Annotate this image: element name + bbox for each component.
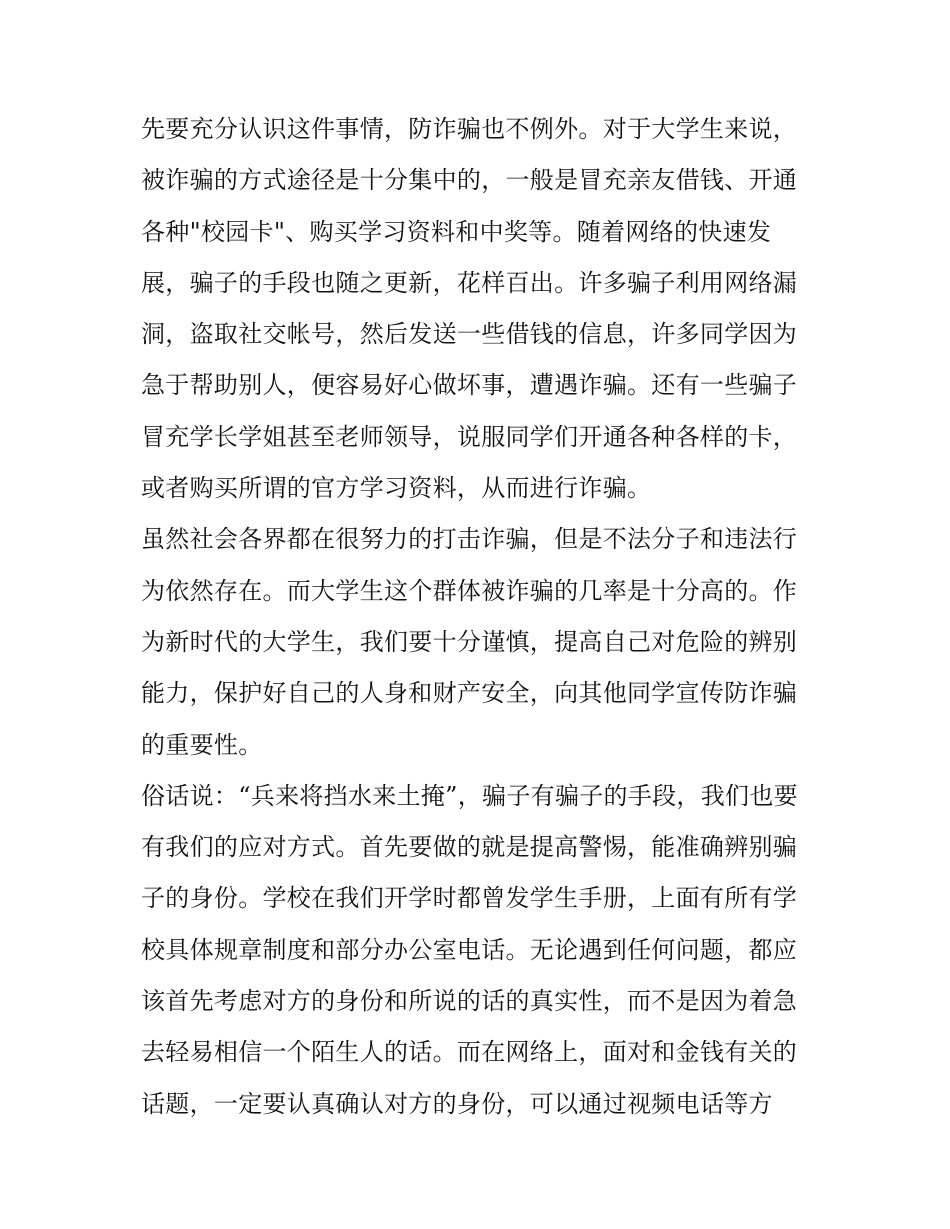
text-line: 的重要性。 — [141, 730, 263, 759]
text-line: 冒充学长学姐甚至老师领导，说服同学们开通各种各样的卡， — [141, 422, 798, 451]
text-line: 该首先考虑对方的身份和所说的话的真实性，而不是因为着急 — [141, 987, 798, 1016]
text-line: 先要充分认识这件事情，防诈骗也不例外。对于大学生来说， — [141, 115, 798, 143]
text-line: 虽然社会各界都在很努力的打击诈骗，但是不法分子和违法行 — [141, 525, 798, 554]
body-text — [141, 104, 817, 1130]
text-line: 各种"校园卡"、购买学习资料和中奖等。随着网络的快速发 — [141, 217, 772, 246]
text-line: 去轻易相信一个陌生人的话。而在网络上，面对和金钱有关的 — [141, 1038, 798, 1067]
text-line: 展，骗子的手段也随之更新，花样百出。许多骗子利用网络漏 — [141, 268, 798, 297]
text-line: 子的身份。学校在我们开学时都曾发学生手册，上面有所有学 — [141, 884, 798, 913]
text-line: 或者购买所谓的官方学习资料，从而进行诈骗。 — [141, 474, 652, 503]
text-line: 俗话说：“兵来将挡水来土掩”，骗子有骗子的手段，我们也要 — [141, 781, 798, 810]
text-line: 话题，一定要认真确认对方的身份，可以通过视频电话等方 — [141, 1089, 773, 1118]
text-line: 为依然存在。而大学生这个群体被诈骗的几率是十分高的。作 — [141, 576, 798, 605]
text-line: 有我们的应对方式。首先要做的就是提高警惕，能准确辨别骗 — [141, 833, 798, 862]
text-line: 为新时代的大学生，我们要十分谨慎，提高自己对危险的辨别 — [141, 627, 798, 656]
text-line: 能力，保护好自己的人身和财产安全，向其他同学宣传防诈骗 — [141, 679, 798, 708]
text-line: 校具体规章制度和部分办公室电话。无论遇到任何问题，都应 — [141, 935, 798, 964]
text-line: 急于帮助别人，便容易好心做坏事，遭遇诈骗。还有一些骗子 — [141, 371, 798, 400]
text-line: 被诈骗的方式途径是十分集中的，一般是冒充亲友借钱、开通 — [141, 166, 798, 195]
text-line: 洞，盗取社交帐号，然后发送一些借钱的信息，许多同学因为 — [141, 320, 798, 349]
